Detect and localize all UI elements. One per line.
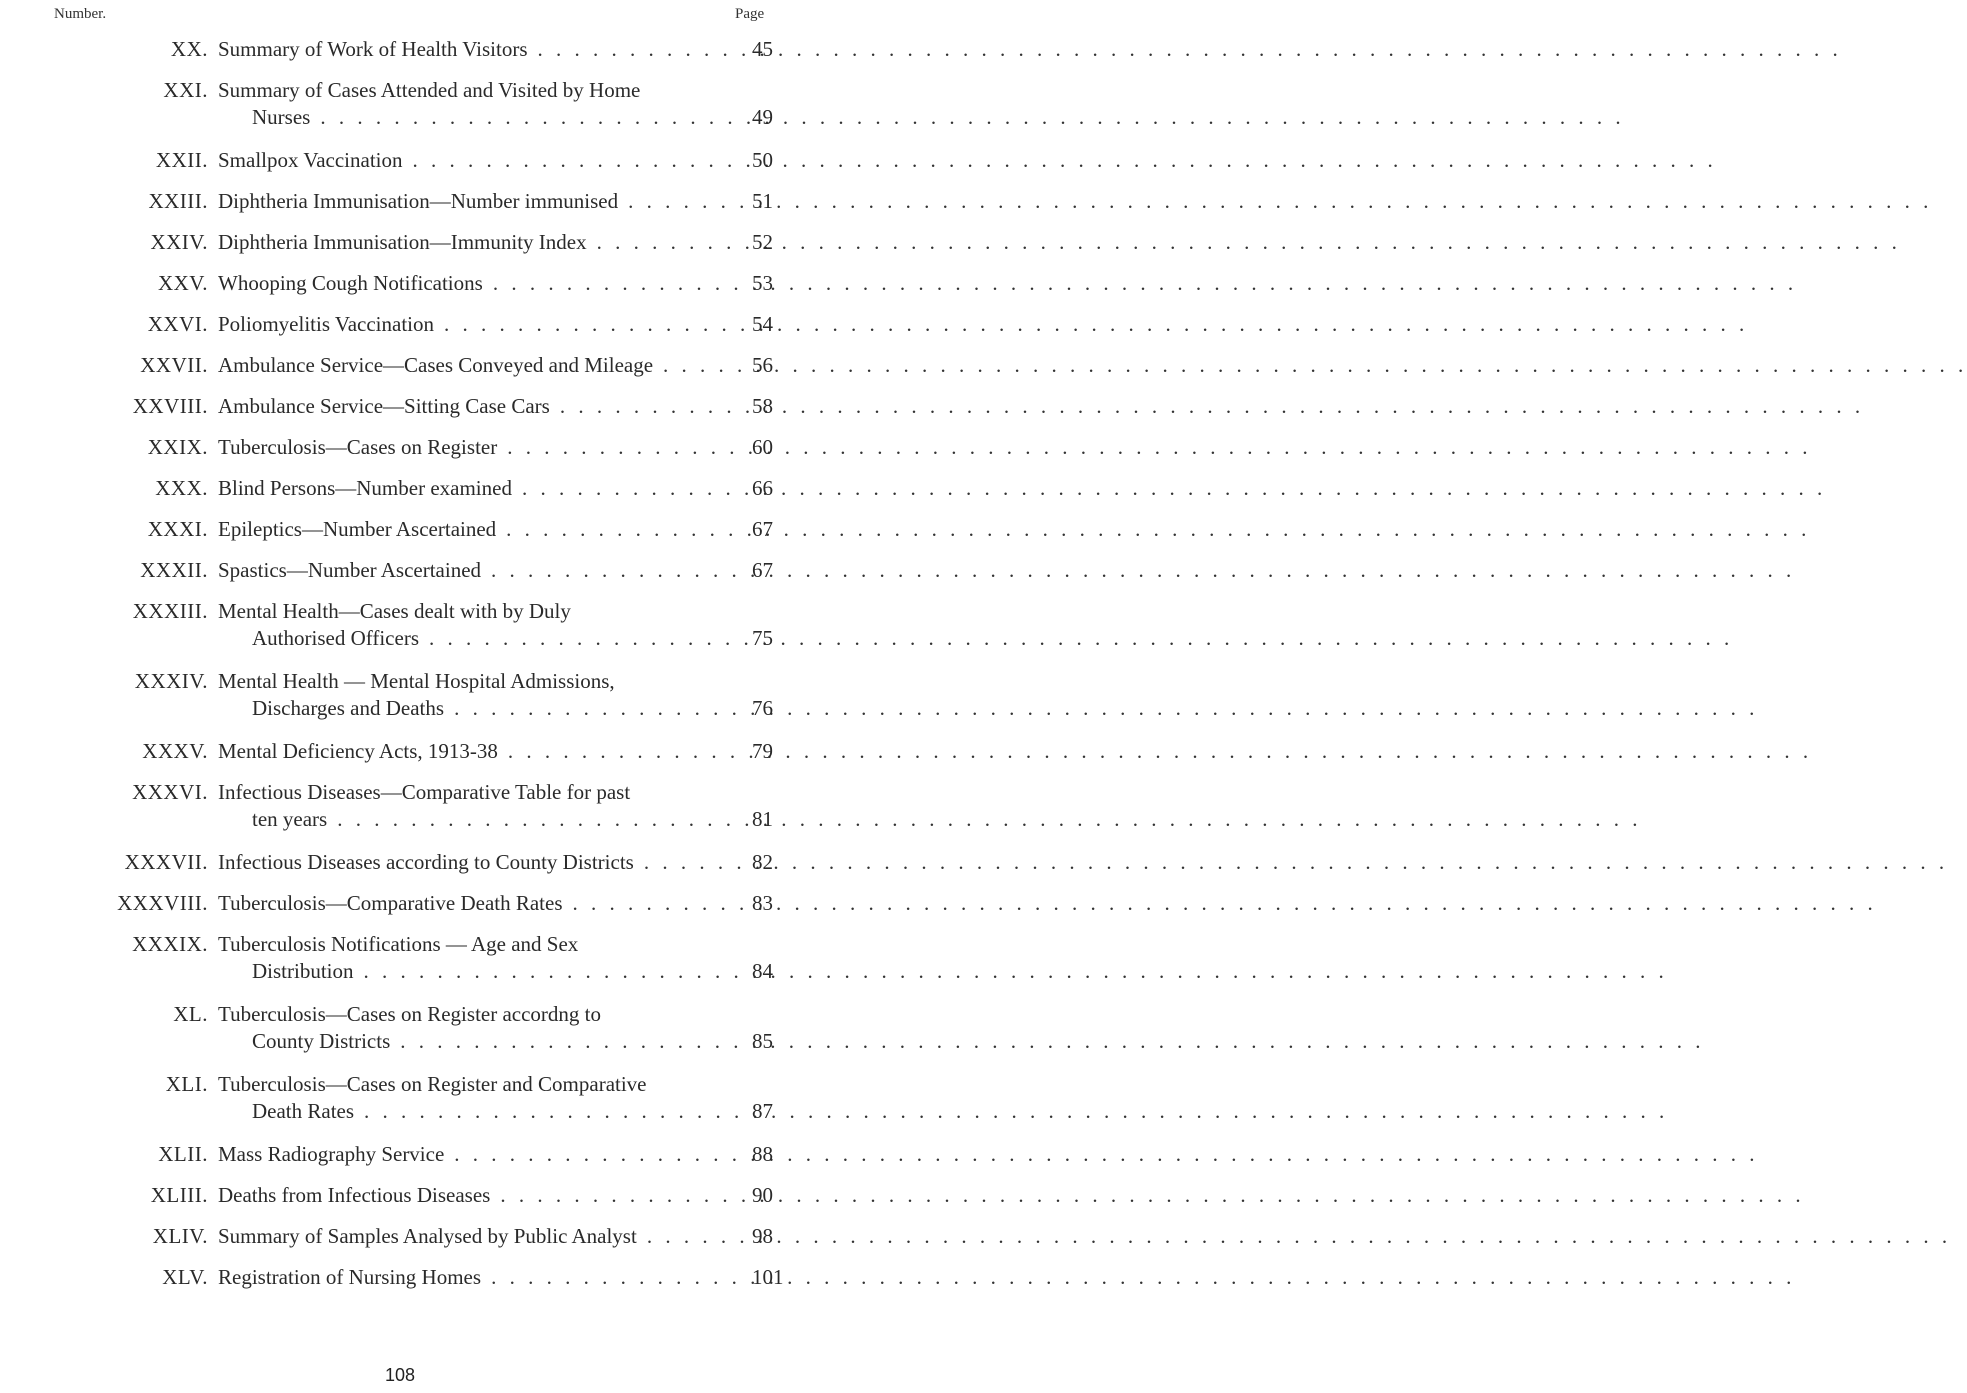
entry-page-number: 66 (752, 476, 773, 500)
entry-title-line: Infectious Diseases—Comparative Table for past (218, 780, 631, 804)
entry-number: XLIII. (150, 1183, 208, 1207)
entry-title-line: Tuberculosis—Cases on Register and Comparative (218, 1072, 647, 1096)
entry-page-number: 87 (752, 1099, 773, 1123)
entry-page-number: 101 (752, 1265, 784, 1289)
entry-page-number: 85 (752, 1029, 773, 1053)
leader-dots (550, 393, 1864, 420)
entry-number: XXXIV. (134, 669, 208, 693)
entry-number: XXVIII. (132, 394, 208, 418)
entry-page-number: 67 (752, 517, 773, 541)
entry-title (218, 849, 748, 876)
entry-title-line: Mental Health—Cases dealt with by Duly (218, 599, 571, 623)
entry-title-line: Mental Deficiency Acts, 1913-38 (218, 739, 498, 763)
entry-number: XXXVIII. (117, 891, 208, 915)
leader-dots (354, 958, 1668, 985)
leader-dots (497, 434, 1811, 461)
entry-number: XX. (170, 37, 208, 61)
entry-title (218, 1071, 748, 1125)
entry-title (218, 1001, 748, 1055)
entry-number: XXIII. (148, 189, 208, 213)
entry-title-line: County Districts (252, 1029, 391, 1053)
page-number: 108 (384, 1365, 416, 1385)
entry-number: XL. (173, 1002, 208, 1026)
leader-dots (419, 625, 1733, 652)
entry-page-number: 58 (752, 394, 773, 418)
entry-number: XXVII. (140, 353, 208, 377)
entry-title-line: Nurses (252, 105, 311, 129)
entry-title-line: Smallpox Vaccination (218, 148, 403, 172)
entry-number: XXXIX. (132, 932, 208, 956)
entry-number: XXIX. (147, 435, 208, 459)
entry-title (218, 1223, 748, 1250)
entry-page-number: 75 (752, 626, 773, 650)
entry-title (218, 890, 748, 917)
entry-page-number: 98 (752, 1224, 773, 1248)
entry-number: XLI. (165, 1072, 208, 1096)
entry-page-number: 54 (752, 312, 773, 336)
entry-page-number: 45 (752, 37, 773, 61)
entry-number: XLII. (158, 1142, 208, 1166)
entry-page-number: 83 (752, 891, 773, 915)
entry-title-line: Summary of Samples Analysed by Public Analyst (218, 1224, 637, 1248)
entry-title-line: Spastics—Number Ascertained (218, 558, 482, 582)
entry-page-number: 81 (752, 807, 773, 831)
entry-title-line: Diphtheria Immunisation—Immunity Index (218, 230, 587, 254)
entry-title (218, 668, 748, 722)
entry-title (218, 434, 748, 461)
entry-title-line: Poliomyelitis Vaccination (218, 312, 435, 336)
entry-title-line: Epileptics—Number Ascertained (218, 517, 497, 541)
entry-title (218, 77, 748, 131)
entry-title-line: Deaths from Infectious Diseases (218, 1183, 491, 1207)
leader-dots (434, 311, 1748, 338)
entry-title (218, 352, 748, 379)
entry-title (218, 1141, 748, 1168)
entry-page-number: 90 (752, 1183, 773, 1207)
entry-page-number: 67 (752, 558, 773, 582)
entry-title-line: Death Rates (252, 1099, 355, 1123)
entry-number: XXXV. (142, 739, 208, 763)
leader-dots (390, 1028, 1704, 1055)
leader-dots (481, 557, 1795, 584)
entry-title-line: Diphtheria Immunisation—Number immunised (218, 189, 619, 213)
number-column-header: Number. (54, 6, 107, 22)
leader-dots (637, 1223, 1951, 1250)
leader-dots (310, 104, 1624, 131)
leader-dots (496, 516, 1810, 543)
entry-number: XXX. (155, 476, 208, 500)
entry-number: XXV. (157, 271, 208, 295)
entry-title (218, 188, 748, 215)
entry-title-line: Tuberculosis Notifications — Age and Sex (218, 932, 579, 956)
entry-number: XXII. (155, 148, 208, 172)
entry-title (218, 1182, 748, 1209)
leader-dots (444, 1141, 1758, 1168)
entry-title-line: Tuberculosis—Cases on Register (218, 435, 498, 459)
leader-dots (483, 270, 1797, 297)
entry-page-number: 56 (752, 353, 773, 377)
entry-page-number: 53 (752, 271, 773, 295)
leader-dots (327, 806, 1641, 833)
entry-title (218, 229, 748, 256)
entry-page-number: 76 (752, 696, 773, 720)
entry-number: XXIV. (150, 230, 208, 254)
entry-number: XXI. (163, 78, 208, 102)
entry-title-line: Blind Persons—Number examined (218, 476, 512, 500)
entry-page-number: 79 (752, 739, 773, 763)
entry-title (218, 557, 748, 584)
entry-title (218, 598, 748, 652)
entry-title (218, 1264, 748, 1291)
entry-title-line: Ambulance Service—Sitting Case Cars (218, 394, 550, 418)
leader-dots (653, 352, 1967, 379)
entry-number: XXXVII. (124, 850, 208, 874)
entry-title (218, 931, 748, 985)
entry-page-number: 60 (752, 435, 773, 459)
entry-title-line: Authorised Officers (252, 626, 419, 650)
entry-title (218, 36, 748, 63)
entry-title (218, 270, 748, 297)
page-column-header: Page (735, 6, 765, 22)
entry-number: XXVI. (147, 312, 208, 336)
entry-title (218, 475, 748, 502)
entry-page-number: 82 (752, 850, 773, 874)
entry-title-line: Distribution (252, 959, 354, 983)
entry-title (218, 147, 748, 174)
entry-number: XLV. (162, 1265, 208, 1289)
entry-title-line: Discharges and Deaths (252, 696, 445, 720)
entry-title-line: Registration of Nursing Homes (218, 1265, 482, 1289)
entry-page-number: 84 (752, 959, 773, 983)
entry-title (218, 779, 748, 833)
leader-dots (528, 36, 1842, 63)
entry-title (218, 738, 748, 765)
leader-dots (490, 1182, 1804, 1209)
leader-dots (354, 1098, 1668, 1125)
leader-dots (444, 695, 1758, 722)
entry-page-number: 88 (752, 1142, 773, 1166)
entry-page-number: 52 (752, 230, 773, 254)
entry-title (218, 393, 748, 420)
entry-title-line: Infectious Diseases according to County Districts (218, 850, 634, 874)
entry-number: XXXII. (140, 558, 208, 582)
entry-page-number: 50 (752, 148, 773, 172)
entry-number: XXXI. (147, 517, 208, 541)
leader-dots (403, 147, 1717, 174)
entry-number: XLIV. (152, 1224, 208, 1248)
entry-title-line: Summary of Work of Health Visitors (218, 37, 528, 61)
entry-page-number: 49 (752, 105, 773, 129)
leader-dots (618, 188, 1932, 215)
entry-title-line: Tuberculosis—Comparative Death Rates (218, 891, 563, 915)
leader-dots (512, 475, 1826, 502)
leader-dots (634, 849, 1948, 876)
entry-title-line: Whooping Cough Notifications (218, 271, 483, 295)
leader-dots (481, 1264, 1795, 1291)
entry-title-line: Ambulance Service—Cases Conveyed and Mileage (218, 353, 654, 377)
entry-title (218, 516, 748, 543)
entry-number: XXXIII. (132, 599, 208, 623)
entry-title-line: ten years (252, 807, 328, 831)
entry-title-line: Summary of Cases Attended and Visited by Home (218, 78, 641, 102)
entry-title-line: Mental Health — Mental Hospital Admissions, (218, 669, 615, 693)
entry-title-line: Mass Radiography Service (218, 1142, 445, 1166)
entry-title (218, 311, 748, 338)
entry-number: XXXVI. (132, 780, 208, 804)
leader-dots (498, 738, 1812, 765)
entry-page-number: 51 (752, 189, 773, 213)
entry-title-line: Tuberculosis—Cases on Register accordng to (218, 1002, 602, 1026)
